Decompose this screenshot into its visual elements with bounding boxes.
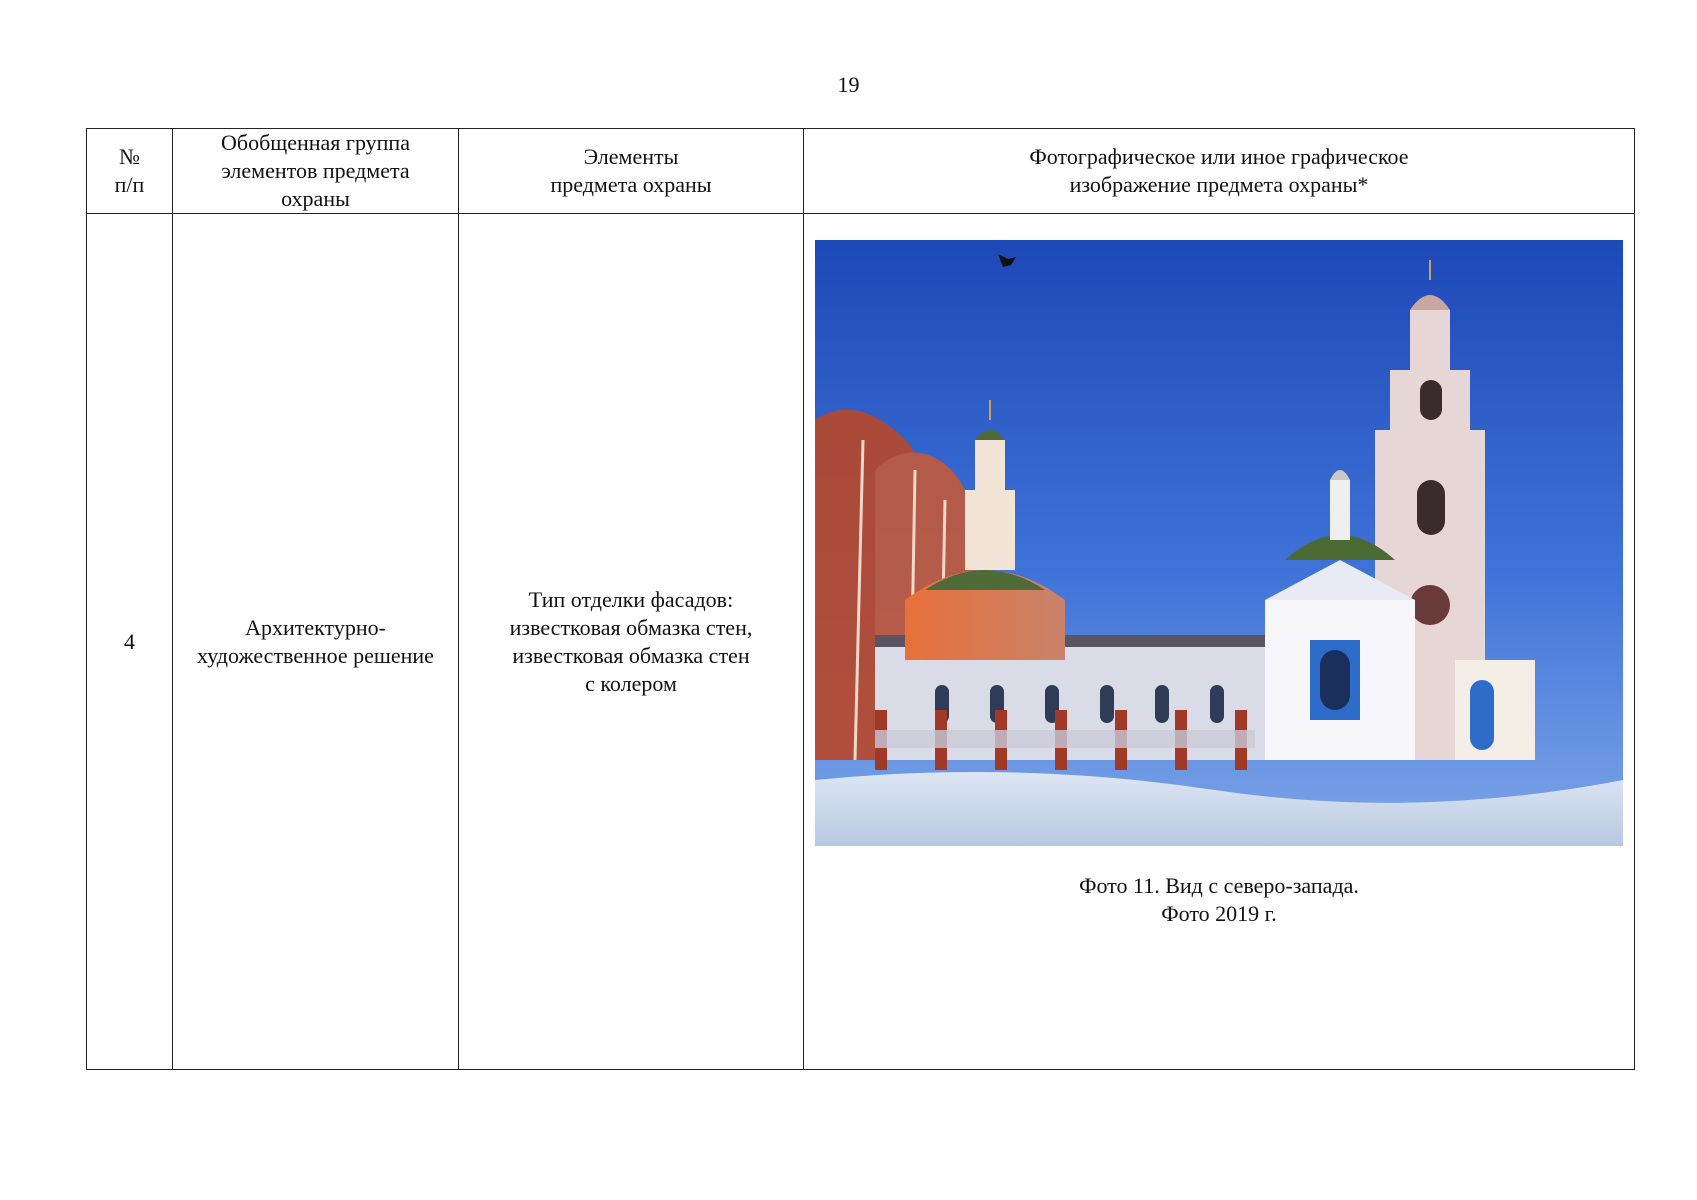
header-elements bbox=[459, 129, 804, 214]
header-group-line: Обобщенная группа bbox=[221, 130, 410, 155]
header-group-line: охраны bbox=[281, 186, 350, 211]
protection-table bbox=[86, 128, 1635, 1070]
header-elements-line: Элементы bbox=[583, 144, 679, 169]
caption-line: Фото 2019 г. bbox=[1161, 901, 1277, 926]
row-number: 4 bbox=[87, 214, 173, 1070]
table-row bbox=[87, 214, 1635, 1070]
header-number bbox=[87, 129, 173, 214]
header-image-line: изображение предмета охраны* bbox=[1069, 172, 1369, 197]
row-elements-line: известковая обмазка стен bbox=[512, 642, 750, 668]
row-elements-line: с колером bbox=[585, 670, 677, 696]
caption-line: Фото 11. Вид с северо-запада. bbox=[1079, 873, 1359, 898]
page-number: 19 bbox=[837, 72, 860, 97]
header-image bbox=[804, 129, 1635, 214]
header-group bbox=[173, 129, 459, 214]
row-group-line: Архитектурно- bbox=[245, 614, 386, 640]
table-header-row bbox=[87, 129, 1635, 214]
header-group-line: элементов предмета bbox=[221, 158, 410, 183]
header-number-line: п/п bbox=[114, 172, 145, 197]
header-elements-line: предмета охраны bbox=[550, 172, 712, 197]
row-group-line: художественное решение bbox=[197, 642, 434, 668]
row-elements-line: Тип отделки фасадов: bbox=[528, 586, 734, 612]
row-image bbox=[804, 214, 1635, 1070]
row-group bbox=[173, 214, 459, 1070]
header-image-line: Фотографическое или иное графическое bbox=[1029, 144, 1409, 169]
church-photo bbox=[815, 240, 1623, 846]
row-elements bbox=[459, 214, 804, 1070]
photo-caption bbox=[814, 872, 1624, 928]
row-elements-line: известковая обмазка стен, bbox=[509, 614, 753, 640]
header-number-line: № bbox=[119, 144, 140, 169]
